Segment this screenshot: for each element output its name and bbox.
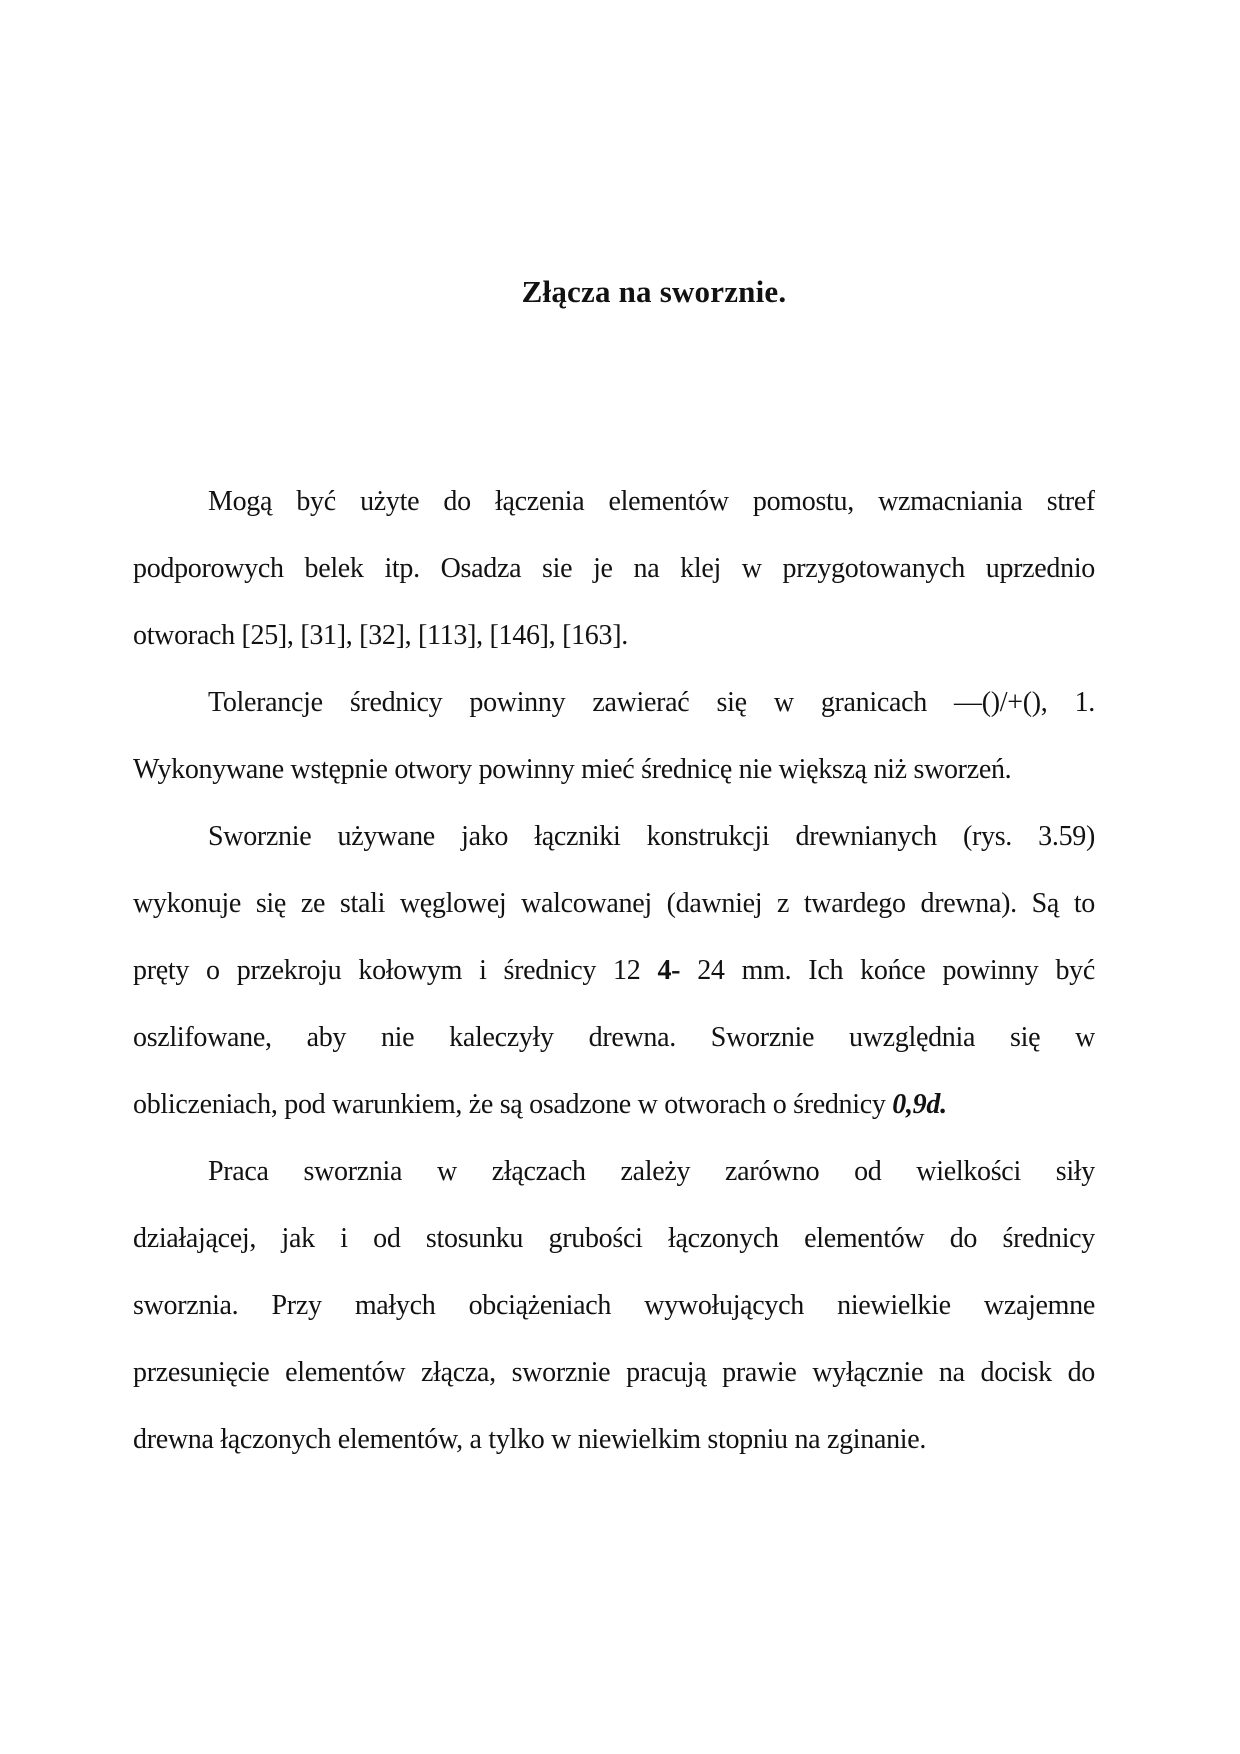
text-line <box>133 1138 1095 1205</box>
text-segment: pręty o przekroju kołowym i średnicy 12 <box>133 955 658 986</box>
text-segment: 24 mm. Ich końce powinny być <box>680 955 1095 986</box>
document-title <box>133 272 1095 312</box>
text-line <box>133 937 1095 1004</box>
text-segment: otworach [25], [31], [32], [113], [146], [163]. <box>133 620 628 651</box>
document-title-text: Złącza na sworznie. <box>521 274 787 309</box>
text-line <box>133 1004 1095 1071</box>
text-segment: podporowych belek itp. Osadza sie je na klej w przygotowanych uprzednio <box>133 553 1095 584</box>
text-line <box>133 669 1095 736</box>
text-segment: przesunięcie elementów złącza, sworznie pracują prawie wyłącznie na docisk do <box>133 1357 1095 1388</box>
text-line <box>133 1272 1095 1339</box>
paragraph <box>133 669 1095 803</box>
text-segment: Wykonywane wstępnie otwory powinny mieć średnicę nie większą niż sworzeń. <box>133 754 1012 785</box>
text-line <box>133 1339 1095 1406</box>
text-segment: 4- <box>657 955 681 986</box>
text-line <box>133 1205 1095 1272</box>
text-segment: Mogą być użyte do łączenia elementów pomostu, wzmacniania stref <box>208 486 1095 517</box>
paragraph <box>133 803 1095 1138</box>
text-line <box>133 1071 1095 1138</box>
text-line <box>133 736 1095 803</box>
document-body <box>133 468 1095 1473</box>
text-line <box>133 870 1095 937</box>
text-line <box>133 468 1095 535</box>
text-segment: obliczeniach, pod warunkiem, że są osadzone w otworach o średnicy <box>133 1089 893 1120</box>
text-segment: Sworznie używane jako łączniki konstrukcji drewnianych (rys. 3.59) <box>208 821 1095 852</box>
text-line <box>133 602 1095 669</box>
paragraph <box>133 468 1095 669</box>
text-segment: oszlifowane, aby nie kaleczyły drewna. Sworznie uwzględnia się w <box>133 1022 1095 1053</box>
paragraph <box>133 1138 1095 1473</box>
text-segment: działającej, jak i od stosunku grubości łączonych elementów do średnicy <box>133 1223 1095 1254</box>
text-line <box>133 803 1095 870</box>
text-segment: sworznia. Przy małych obciążeniach wywołujących niewielkie wzajemne <box>133 1290 1095 1321</box>
text-line <box>133 1406 1095 1473</box>
text-segment: drewna łączonych elementów, a tylko w niewielkim stopniu na zginanie. <box>133 1424 927 1455</box>
text-line <box>133 535 1095 602</box>
text-segment: Praca sworznia w złączach zależy zarówno od wielkości siły <box>208 1156 1095 1187</box>
text-segment: wykonuje się ze stali węglowej walcowanej (dawniej z twardego drewna). Są to <box>133 888 1095 919</box>
text-segment: Tolerancje średnicy powinny zawierać się w granicach —()/+(), 1. <box>208 687 1095 718</box>
text-segment: 0,9d. <box>892 1089 947 1120</box>
